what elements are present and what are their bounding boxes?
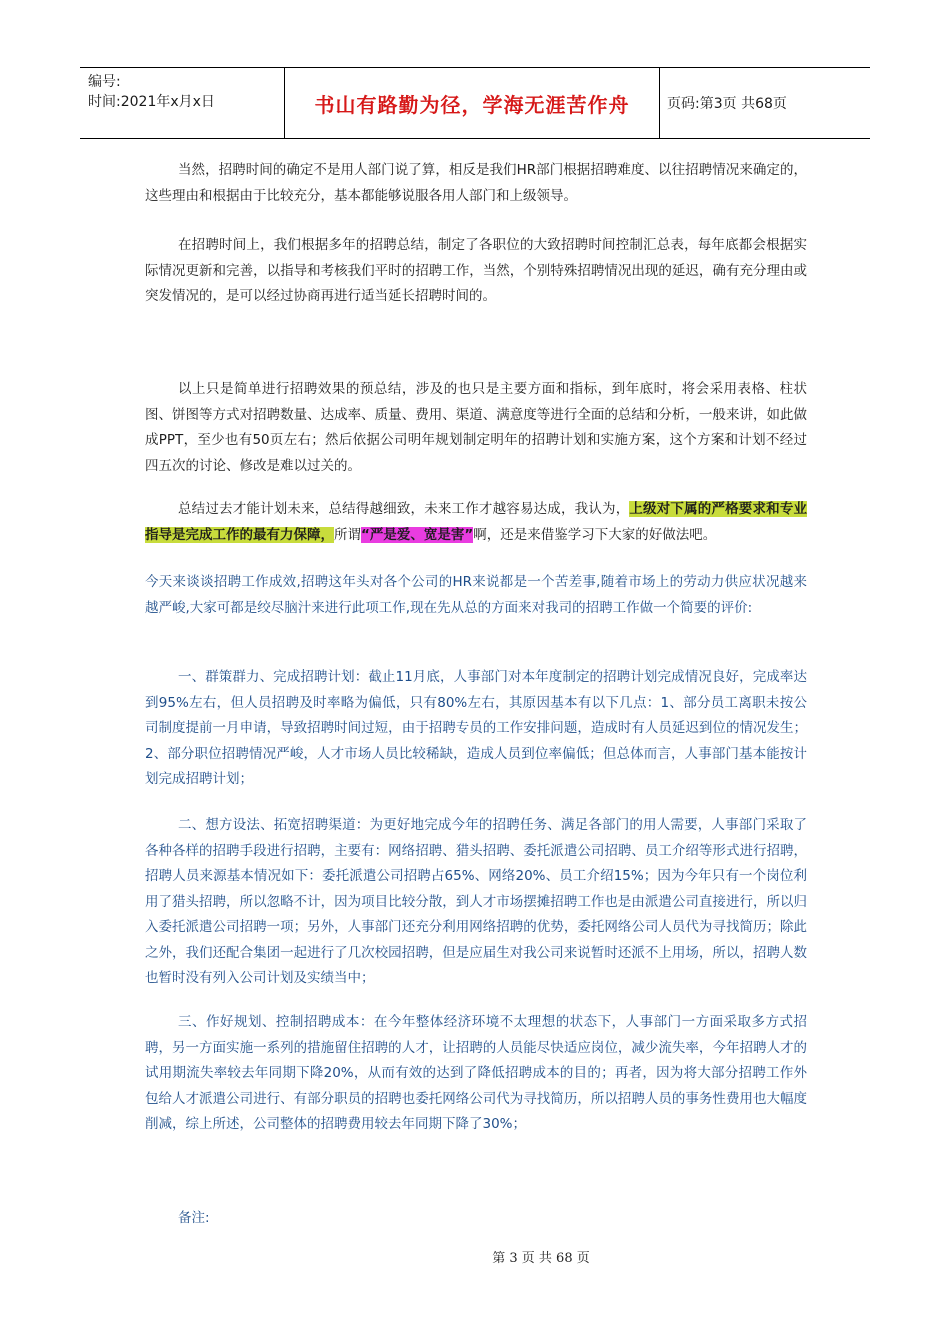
code-label: 编号: xyxy=(88,74,121,90)
paragraph-2: 在招聘时间上，我们根据多年的招聘总结，制定了各职位的大致招聘时间控制汇总表，每年底都会根据实际情况更新和完善，以指导和考核我们平时的招聘工作，当然，个别特殊招聘情况出现的延迟，确有充分理由或突发情况的，是可以经过协商再进行适当延长招聘时间的。 xyxy=(145,237,807,304)
highlight-quote: “严是爱、宽是害” xyxy=(361,526,474,543)
paragraph-8: 三、作好规划、控制招聘成本：在今年整体经济环境不太理想的状态下，人事部门一方面采取多方式招聘，另一方面实施一系列的措施留住招聘的人才，让招聘的人员能尽快适应岗位，减少流失率，今年招聘人才的试用期流失率较去年同期下降20%，从而有效的达到了降低招聘成本的目的；再者，因为将大部分招聘工作外包给人才派遣公司进行、有部分职员的招聘也委托网络公司代为寻找简历，所以招聘人员的事务性费用也大幅度削减，综上所述，公司整体的招聘费用较去年同期下降了30%； xyxy=(145,1014,807,1132)
header-meta xyxy=(88,72,284,112)
highlight-key-point: 上级对下属的严格要求和专业指导是完成工作的最有力保障， xyxy=(145,501,808,543)
header-divider xyxy=(659,68,660,138)
header-page-label: 页码:第3页 共68页 xyxy=(667,96,787,112)
paragraph-5: 今天来谈谈招聘工作成效,招聘这年头对各个公司的HR来说都是一个苦差事,随着市场上的劳动力供应状况越来越严峻,大家可都是绞尽脑汁来进行此项工作,现在先从总的方面来对我司的招聘工作做一个简要的评价: xyxy=(145,574,807,616)
date-label: 时间:2021年x月x日 xyxy=(88,94,215,110)
paragraph-4-text: 啊，还是来借鉴学习下大家的好做法吧。 xyxy=(473,526,717,543)
page-header xyxy=(80,67,870,139)
header-motto: 书山有路勤为径，学海无涯苦作舟 xyxy=(314,92,630,117)
paragraph-3: 以上只是简单进行招聘效果的预总结，涉及的也只是主要方面和指标，到年底时，将会采用表格、柱状图、饼图等方式对招聘数量、达成率、质量、费用、渠道、满意度等进行全面的总结和分析，一般来讲，如此做成PPT，至少也有50页左右；然后依据公司明年规划制定明年的招聘计划和实施方案，这个方案和计划不经过四五次的讨论、修改是难以过关的。 xyxy=(145,381,807,474)
paragraph-4-text: 总结过去才能计划未来，总结得越细致，未来工作才越容易达成，我认为， xyxy=(178,501,630,517)
footer-page-number: 第 3 页 共 68 页 xyxy=(492,1251,590,1266)
note-label: 备注: xyxy=(178,1210,210,1226)
paragraph-4-text: 所谓 xyxy=(334,526,361,543)
paragraph-4 xyxy=(145,497,807,548)
page-footer xyxy=(0,1247,950,1266)
paragraph-6: 一、群策群力、完成招聘计划：截止11月底，人事部门对本年度制定的招聘计划完成情况良好，完成率达到95%左右，但人员招聘及时率略为偏低，只有80%左右，其原因基本有以下几点：1、部分员工离职未按公司制度提前一月申请，导致招聘时间过短，由于招聘专员的工作安排问题，造成时有人员延迟到位的情况发生；2、部分职位招聘情况严峻，人才市场人员比较稀缺，造成人员到位率偏低；但总体而言，人事部门基本能按计划完成招聘计划； xyxy=(145,669,807,787)
paragraph-1: 当然，招聘时间的确定不是用人部门说了算，相反是我们HR部门根据招聘难度、以往招聘情况来确定的，这些理由和根据由于比较充分，基本都能够说服各用人部门和上级领导。 xyxy=(145,162,807,204)
paragraph-7: 二、想方设法、拓宽招聘渠道：为更好地完成今年的招聘任务、满足各部门的用人需要，人事部门采取了各种各样的招聘手段进行招聘，主要有：网络招聘、猎头招聘、委托派遣公司招聘、员工介绍等形式进行招聘，招聘人员来源基本情况如下：委托派遣公司招聘占65%、网络20%、员工介绍15%；因为今年只有一个岗位利用了猎头招聘，所以忽略不计，因为项目比较分散，到人才市场摆摊招聘工作也是由派遣公司直接进行，所以归入委托派遣公司招聘一项；另外，人事部门还充分利用网络招聘的优势，委托网络公司人员代为寻找简历；除此之外，我们还配合集团一起进行了几次校园招聘，但是应届生对我公司来说暂时还派不上用场，所以，招聘人数也暂时没有列入公司计划及实绩当中； xyxy=(145,817,807,986)
